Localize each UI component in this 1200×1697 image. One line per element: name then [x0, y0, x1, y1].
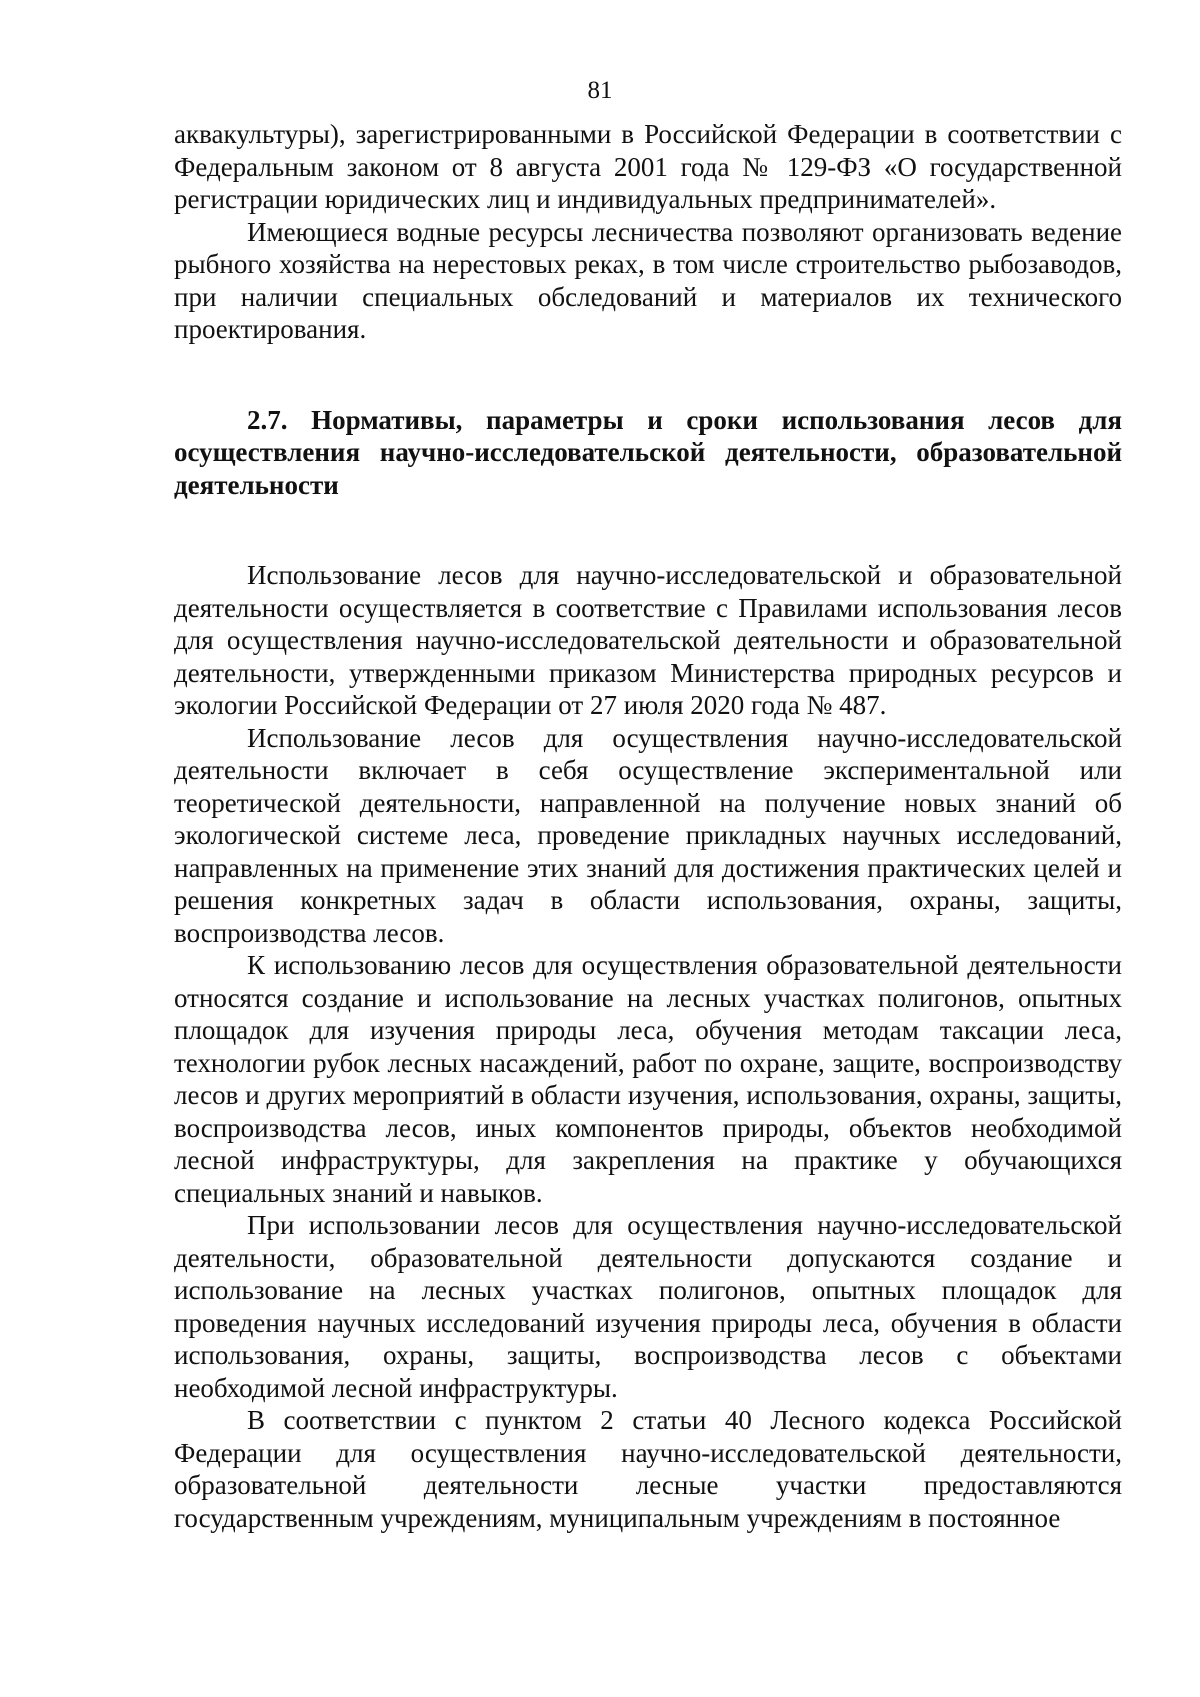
section-paragraph: В соответствии с пунктом 2 статьи 40 Лесного кодекса Российской Федерации для осуществления научно-исследовательской деятельности, образовательной деятельности лесные участки предоставляются государственным учреждениям, муниципальным учреждениям в постоянное: [174, 1405, 1122, 1533]
intro-continuation-paragraph: аквакультуры), зарегистрированными в Российской Федерации в соответствии с Федеральным законом от 8 августа 2001 года № 129-ФЗ «О государственной регистрации юридических лиц и индивидуальных предпринимателей».: [174, 119, 1122, 214]
section-paragraph: Использование лесов для осуществления научно-исследовательской деятельности включает в себя осуществление экспериментальной или теоретической деятельности, направленной на получение новых знаний об экологической системе леса, проведение прикладных научных исследований, направленных на применение этих знаний для достижения практических целей и решения конкретных задач в области использования, охраны, защиты, воспроизводства лесов.: [174, 722, 1122, 948]
section-heading: 2.7. Нормативы, параметры и сроки использования лесов для осуществления научно-исследовательской деятельности, образовательной деятельности: [174, 404, 1122, 500]
page-content: [174, 118, 1122, 1534]
section-paragraph: Использование лесов для научно-исследовательской и образовательной деятельности осуществляется в соответствие с Правилами использования лесов для осуществления научно-исследовательской деятельности и образовательной деятельности, утвержденными приказом Министерства природных ресурсов и экологии Российской Федерации от 27 июля 2020 года № 487.: [174, 560, 1122, 720]
section-paragraph: К использованию лесов для осуществления образовательной деятельности относятся создание и использование на лесных участках полигонов, опытных площадок для изучения природы леса, обучения методам таксации леса, технологии рубок лесных насаждений, работ по охране, защите, воспроизводству лесов и других мероприятий в области изучения, использования, охраны, защиты, воспроизводства лесов, иных компонентов природы, объектов необходимой лесной инфраструктуры, для закрепления на практике у обучающихся специальных знаний и навыков.: [174, 950, 1122, 1208]
section-paragraph: При использовании лесов для осуществления научно-исследовательской деятельности, образовательной деятельности допускаются создание и использование на лесных участках полигонов, опытных площадок для проведения научных исследований изучения природы леса, обучения в области использования, охраны, защиты, воспроизводства лесов с объектами необходимой лесной инфраструктуры.: [174, 1210, 1122, 1403]
fisheries-paragraph: Имеющиеся водные ресурсы лесничества позволяют организовать ведение рыбного хозяйства на нерестовых реках, в том числе строительство рыбозаводов, при наличии специальных обследований и материалов их технического проектирования.: [174, 216, 1122, 344]
page-number: 81: [587, 77, 613, 104]
